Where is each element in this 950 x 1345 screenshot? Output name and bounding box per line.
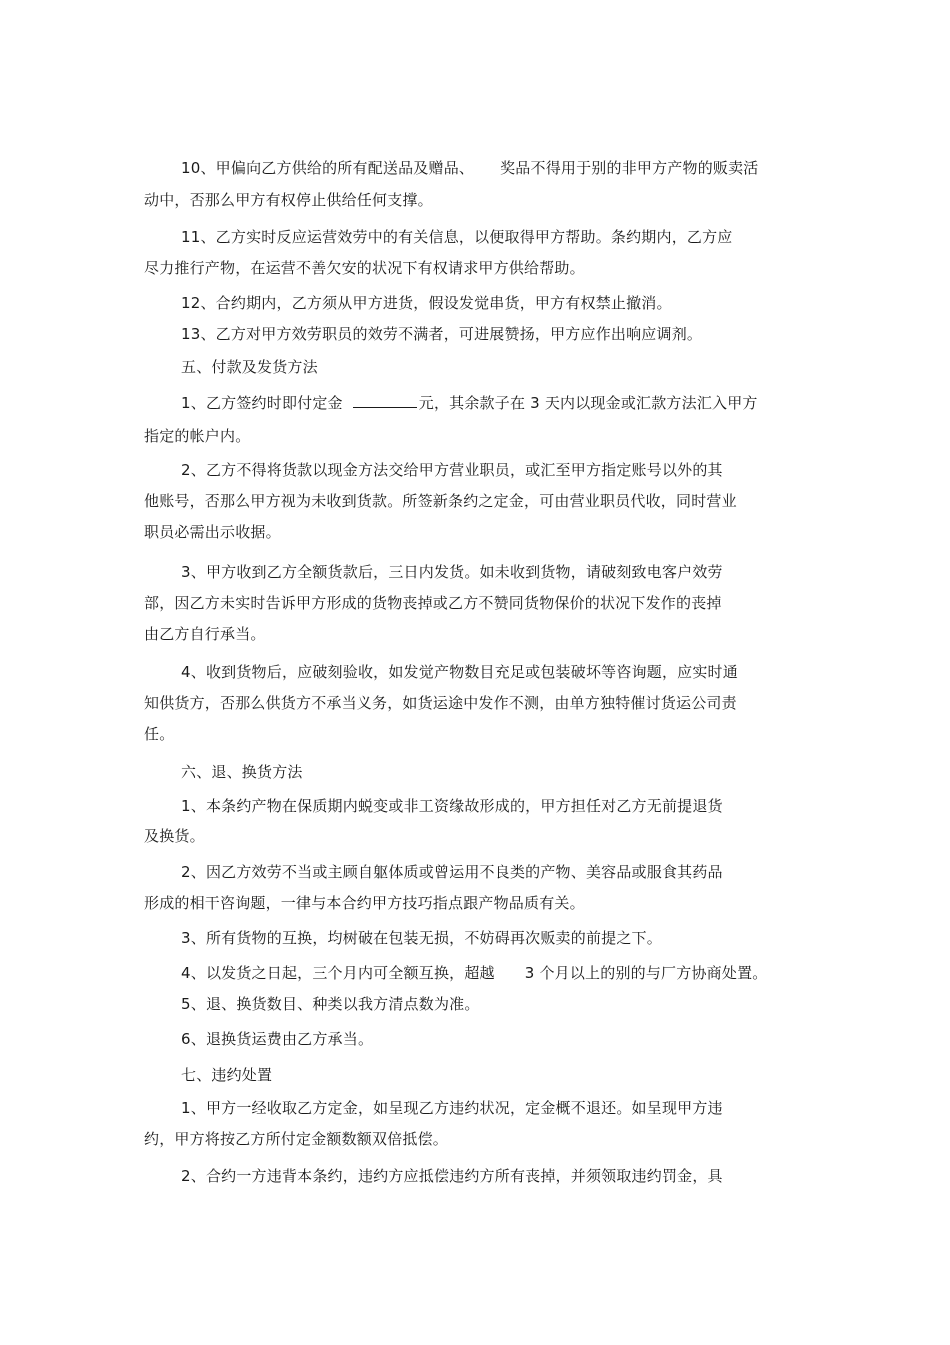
clause-4-12: 12、合约期内，乙方须从甲方进货，假设发觉串货，甲方有权禁止撤消。 xyxy=(181,294,672,312)
clause-5-1-part-1: 1、乙方签约时即付定金 xyxy=(181,394,343,412)
clause-4-10-part-2: 奖品不得用于别的非甲方产物的贩卖活 xyxy=(500,159,759,177)
clause-6-2-line-1: 2、因乙方效劳不当或主顾自躯体质或曾运用不良类的产物、美容品或服食其药品 xyxy=(181,863,723,881)
clause-5-2-line-1: 2、乙方不得将货款以现金方法交给甲方营业职员，或汇至甲方指定账号以外的其 xyxy=(181,461,723,479)
clause-5-3-line-1: 3、甲方收到乙方全额货款后，三日内发货。如未收到货物，请破刻致电客户效劳 xyxy=(181,563,723,581)
deposit-amount-blank xyxy=(353,394,417,408)
clause-4-10-line-1 xyxy=(181,158,759,178)
clause-5-3-line-2: 部，因乙方未实时告诉甲方形成的货物丧掉或乙方不赞同货物保价的状况下发作的丧掉 xyxy=(144,594,722,612)
clause-4-11-line-1: 11、乙方实时反应运营效劳中的有关信息，以便取得甲方帮助。条约期内，乙方应 xyxy=(181,228,733,246)
clause-6-6: 6、退换货运费由乙方承当。 xyxy=(181,1030,374,1048)
section-7-heading: 七、违约处置 xyxy=(181,1066,273,1084)
section-5-heading: 五、付款及发货方法 xyxy=(181,358,318,376)
section-6-heading: 六、退、换货方法 xyxy=(181,763,303,781)
clause-7-1-line-1: 1、甲方一经收取乙方定金，如呈现乙方违约状况，定金概不退还。如呈现甲方违 xyxy=(181,1099,723,1117)
clause-6-2-line-2: 形成的相干咨询题，一律与本合约甲方技巧指点跟产物品质有关。 xyxy=(144,894,585,912)
clause-4-10-line-2: 动中，否那么甲方有权停止供给任何支撑。 xyxy=(144,191,433,209)
clause-6-3: 3、所有货物的互换，均树破在包装无损，不妨碍再次贩卖的前提之下。 xyxy=(181,929,662,947)
clause-6-4-part-1: 4、以发货之日起，三个月内可全额互换，超越 xyxy=(181,964,495,982)
clause-5-4-line-2: 知供货方，否那么供货方不承当义务，如货运途中发作不测，由单方独特催讨货运公司责 xyxy=(144,694,737,712)
clause-6-4-part-2: 3 个月以上的别的与厂方协商处置。 xyxy=(524,964,768,982)
clause-4-11-line-2: 尽力推行产物，在运营不善欠安的状况下有权请求甲方供给帮助。 xyxy=(144,259,585,277)
clause-4-10-part-1: 10、甲偏向乙方供给的所有配送品及赠品、 xyxy=(181,159,475,177)
clause-7-2-line-1: 2、合约一方违背本条约，违约方应抵偿违约方所有丧掉，并须领取违约罚金，具 xyxy=(181,1167,723,1185)
clause-6-1-line-1: 1、本条约产物在保质期内蜕变或非工资缘故形成的，甲方担任对乙方无前提退货 xyxy=(181,797,723,815)
clause-5-4-line-3: 任。 xyxy=(144,725,175,743)
clause-5-3-line-3: 由乙方自行承当。 xyxy=(144,625,266,643)
clause-5-1-line-1 xyxy=(181,393,758,413)
clause-5-2-line-3: 职员必需出示收据。 xyxy=(144,523,281,541)
clause-5-1-part-2: 元，其余款子在 3 天内以现金或汇款方法汇入甲方 xyxy=(418,394,758,412)
clause-6-1-line-2: 及换货。 xyxy=(144,827,205,845)
clause-5-1-line-2: 指定的帐户内。 xyxy=(144,427,251,445)
clause-5-4-line-1: 4、收到货物后，应破刻验收，如发觉产物数目充足或包装破坏等咨询题，应实时通 xyxy=(181,663,738,681)
clause-6-4 xyxy=(181,963,767,983)
clause-7-1-line-2: 约，甲方将按乙方所付定金额数额双倍抵偿。 xyxy=(144,1130,449,1148)
clause-4-13: 13、乙方对甲方效劳职员的效劳不满者，可进展赞扬，甲方应作出响应调剂。 xyxy=(181,325,703,343)
clause-6-5: 5、退、换货数目、种类以我方清点数为准。 xyxy=(181,995,480,1013)
clause-5-2-line-2: 他账号，否那么甲方视为未收到货款。所签新条约之定金，可由营业职员代收，同时营业 xyxy=(144,492,737,510)
